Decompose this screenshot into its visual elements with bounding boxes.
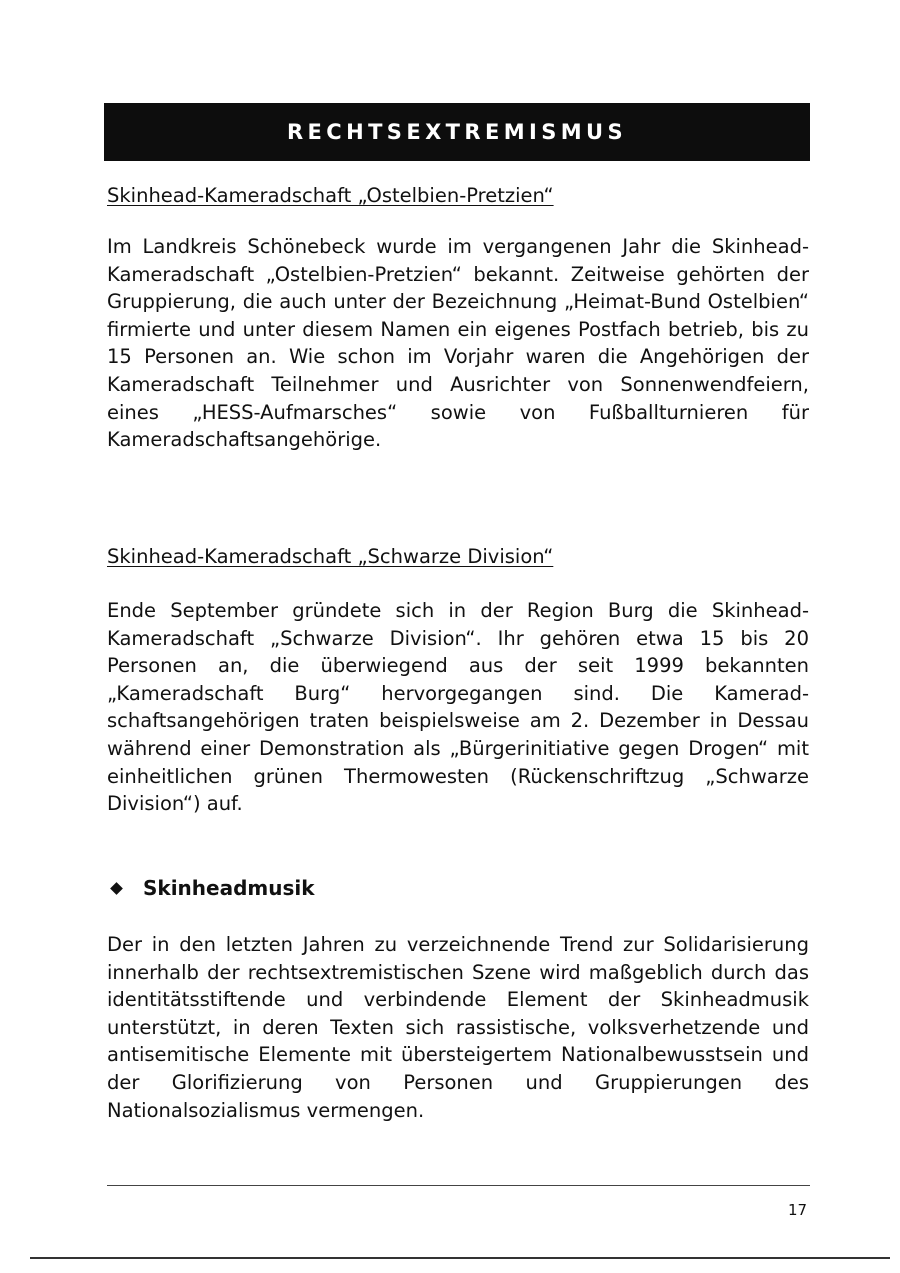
page-number: 17 [788,1201,808,1219]
subsection-heading-schwarze-division: Skinhead-Kameradschaft „Schwarze Division“ [107,545,554,568]
footer-divider [107,1185,810,1186]
section-header-bar [104,103,810,161]
paragraph-ostelbien: Im Landkreis Schönebeck wurde im vergangenen Jahr die Skinhead-Kameradschaft „Ostelbien-Pretzien“ bekannt. Zeitweise gehörten der Gruppierung, die auch unter der Bezeichnung „Heimat-Bund Ostelbien“ firmierte und unter diesem Namen ein eigenes Postfach betrieb, bis zu 15 Personen an. Wie schon im Vorjahr waren die Angehörigen der Kameradschaft Teilnehmer und Ausrichter von Sonnenwendfeiern, eines „HESS-Aufmarsches“ sowie von Fußballturnieren für Kameradschaftsangehörige. [107,235,809,452]
skinheadmusik-heading-text: Skinheadmusik [143,876,315,900]
subsection-heading-ostelbien: Skinhead-Kameradschaft „Ostelbien-Pretzien“ [107,184,554,207]
bottom-edge-line [30,1257,890,1259]
diamond-bullet-icon [110,882,123,895]
page-section-title: RECHTSEXTREMISMUS [286,120,628,144]
paragraph-schwarze-division: Ende September gründete sich in der Region Burg die Skinhead-Kameradschaft „Schwarze Division“. Ihr gehören etwa 15 bis 20 Personen an, die überwiegend aus der seit 1999 bekannten „Kameradschaft Burg“ hervorgegangen sind. Die Kameradschaftsangehörigen traten beispielsweise am 2. Dezember in Dessau während einer Demonstration als „Bürgerinitiative gegen Drogen“ mit einheitlichen grünen Thermowesten (Rückenschriftzug „Schwarze Division“) auf. [107,599,809,816]
skinheadmusik-heading [110,876,315,900]
paragraph-skinheadmusik: Der in den letzten Jahren zu verzeichnende Trend zur Solidarisierung innerhalb der rechtsextremistischen Szene wird maßgeblich durch das identitätsstiftende und verbindende Element der Skinheadmusik unterstützt, in deren Texten sich rassistische, volksverhetzende und antisemitische Elemente mit übersteigertem Nationalbewusstsein und der Glorifizierung von Personen und Gruppierungen des Nationalsozialismus vermengen. [107,933,809,1122]
